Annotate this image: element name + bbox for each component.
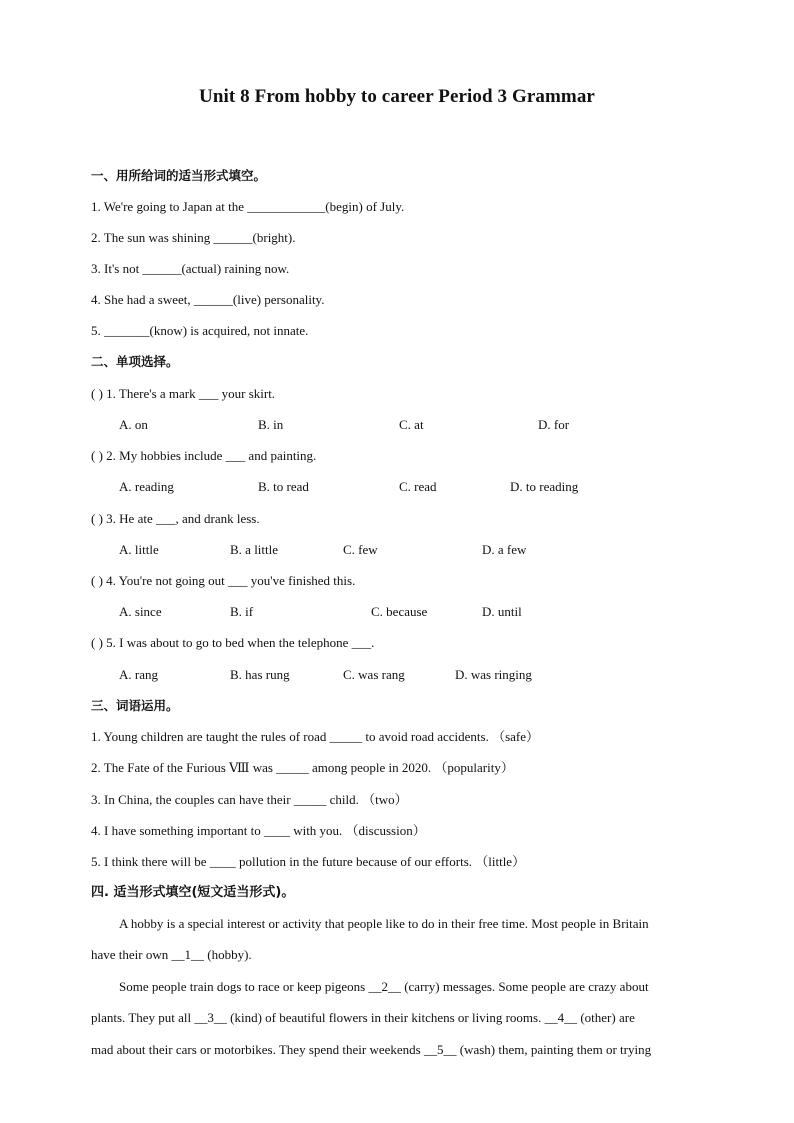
section1-item-4: 4. She had a sweet, ______(live) personality. — [91, 292, 325, 307]
question-3-stem: ( ) 3. He ate ___, and drank less. — [91, 511, 260, 526]
passage-line-4: plants. They put all __3__ (kind) of beautiful flowers in their kitchens or living rooms. __4__ (other) are — [91, 1010, 635, 1025]
section3-item-5: 5. I think there will be ____ pollution in the future because of our efforts. （little） — [91, 854, 526, 869]
section4-heading: 四. 适当形式填空(短文适当形式)。 — [91, 885, 295, 900]
question-1-option-c: C. at — [399, 417, 424, 432]
section1-item-2: 2. The sun was shining ______(bright). — [91, 230, 296, 245]
question-5-option-b: B. has rung — [230, 667, 290, 682]
section3-item-1: 1. Young children are taught the rules of road _____ to avoid road accidents. （safe） — [91, 729, 540, 744]
section3-heading: 三、词语运用。 — [91, 698, 179, 713]
passage-line-2: have their own __1__ (hobby). — [91, 947, 252, 962]
section3-item-2: 2. The Fate of the Furious Ⅷ was _____ among people in 2020. （popularity） — [91, 760, 514, 775]
question-2-option-d: D. to reading — [510, 479, 579, 494]
question-3-option-a: A. little — [119, 542, 159, 557]
question-4-option-b: B. if — [230, 604, 254, 619]
question-1-option-b: B. in — [258, 417, 284, 432]
question-4-option-a: A. since — [119, 604, 162, 619]
passage-line-5: mad about their cars or motorbikes. They spend their weekends __5__ (wash) them, painting them or trying — [91, 1042, 652, 1057]
section3-item-3: 3. In China, the couples can have their _____ child. （two） — [91, 792, 408, 807]
section3-item-4: 4. I have something important to ____ with you. （discussion） — [91, 823, 426, 838]
question-5-stem: ( ) 5. I was about to go to bed when the telephone ___. — [91, 635, 375, 650]
page-title: Unit 8 From hobby to career Period 3 Grammar — [199, 86, 595, 107]
question-1-option-a: A. on — [119, 417, 148, 432]
question-5-option-c: C. was rang — [343, 667, 405, 682]
question-1-option-d: D. for — [538, 417, 570, 432]
question-2-option-b: B. to read — [258, 479, 309, 494]
question-5-option-d: D. was ringing — [455, 667, 532, 682]
question-3-option-d: D. a few — [482, 542, 527, 557]
section2-heading: 二、单项选择。 — [91, 354, 179, 369]
question-4-option-d: D. until — [482, 604, 522, 619]
question-4-option-c: C. because — [371, 604, 428, 619]
passage-line-1: A hobby is a special interest or activity that people like to do in their free time. Most people in Britain — [119, 916, 649, 931]
section1-item-5: 5. _______(know) is acquired, not innate. — [91, 323, 309, 338]
passage-line-3: Some people train dogs to race or keep pigeons __2__ (carry) messages. Some people are crazy about — [119, 979, 649, 994]
question-4-stem: ( ) 4. You're not going out ___ you've finished this. — [91, 573, 356, 588]
question-3-option-b: B. a little — [230, 542, 279, 557]
question-3-option-c: C. few — [343, 542, 378, 557]
section1-item-1: 1. We're going to Japan at the ____________(begin) of July. — [91, 199, 405, 214]
question-2-option-c: C. read — [399, 479, 437, 494]
question-2-stem: ( ) 2. My hobbies include ___ and painting. — [91, 448, 317, 463]
section1-heading: 一、用所给词的适当形式填空。 — [91, 168, 267, 183]
question-1-stem: ( ) 1. There's a mark ___ your skirt. — [91, 386, 276, 401]
question-2-option-a: A. reading — [119, 479, 174, 494]
section1-item-3: 3. It's not ______(actual) raining now. — [91, 261, 290, 276]
question-5-option-a: A. rang — [119, 667, 158, 682]
